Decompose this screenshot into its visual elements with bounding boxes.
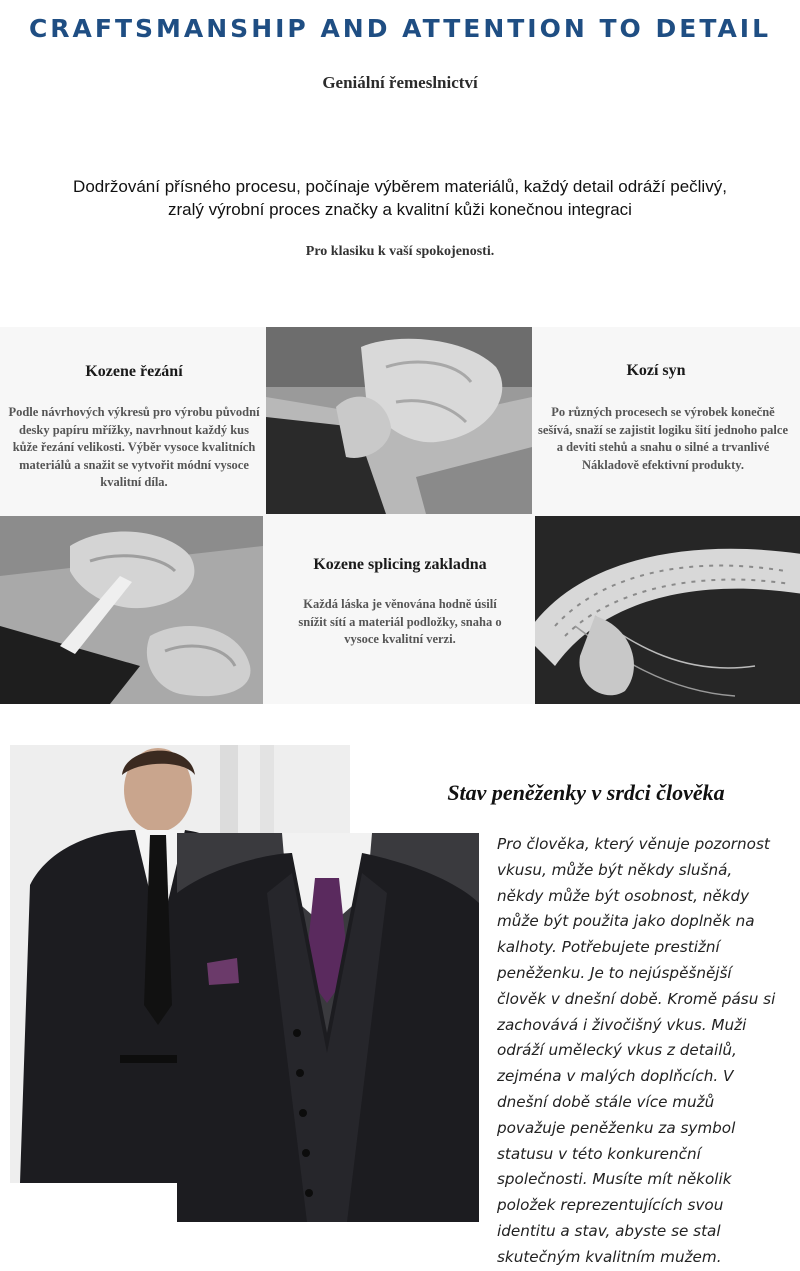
feature-splicing-title: Kozene splicing zakladna	[313, 556, 487, 573]
feature-sewing-text: Po různých procesech se výrobek konečně sešívá, snaží se zajistit logiku šití jednoho palce a deviti stehů a snahu o silné a trvanlivé Nákladově efektivní produkty.	[538, 405, 789, 472]
story-title: Stav peněženky v srdci člověka	[447, 780, 725, 805]
photo-leather-cutting	[0, 516, 263, 704]
section-subtitle: Geniální řemeslnictví	[322, 73, 478, 92]
photo-man-in-vest	[177, 833, 479, 1222]
feature-sewing-title: Kozí syn	[626, 362, 686, 379]
photo-stitching	[535, 516, 800, 704]
tagline: Pro klasiku k vaší spokojenosti.	[305, 244, 495, 259]
page-title: CRAFTSMANSHIP AND ATTENTION TO DETAIL	[28, 14, 772, 43]
story-text: Pro člověka, který věnuje pozornost vkusu, může být někdy slušná, někdy může být osobnost, někdy může být použita jako doplněk na kalhoty. Potřebujete prestižní peněženku. Je to nejúspěšnější člověk v dnešní době. Kromě pásu si zachovává i živočišný vkus. Muži odráží umělecký vkus z detailů, zejména v malých doplňcích. V dnešní době stále více mužů považuje peněženku za symbol statusu v této konkurenční společnosti. Musíte mít několik položek reprezentujících svou identitu a stav, abyste se stal skutečným kvalitním mužem.	[497, 835, 776, 1266]
intro-paragraph: Dodržování přísného procesu, počínaje výběrem materiálů, každý detail odráží pečlivý, zralý výrobní proces značky a kvalitní kůži konečnou integraci	[73, 177, 727, 219]
feature-cutting-title: Kozene řezání	[85, 363, 183, 380]
photo-leather-handling	[266, 327, 532, 514]
feature-cutting-text: Podle návrhových výkresů pro výrobu původní desky papíru mřížky, navrhnout každý kus kůže řezání velikosti. Výběr vysoce kvalitních materiálů a snažit se vytvořit módní vysoce kvalitní díla.	[8, 405, 260, 489]
feature-splicing-text: Každá láska je věnována hodně úsilí snížit sítí a materiál podložky, snaha o vysoce kvalitní verzi.	[298, 597, 502, 646]
